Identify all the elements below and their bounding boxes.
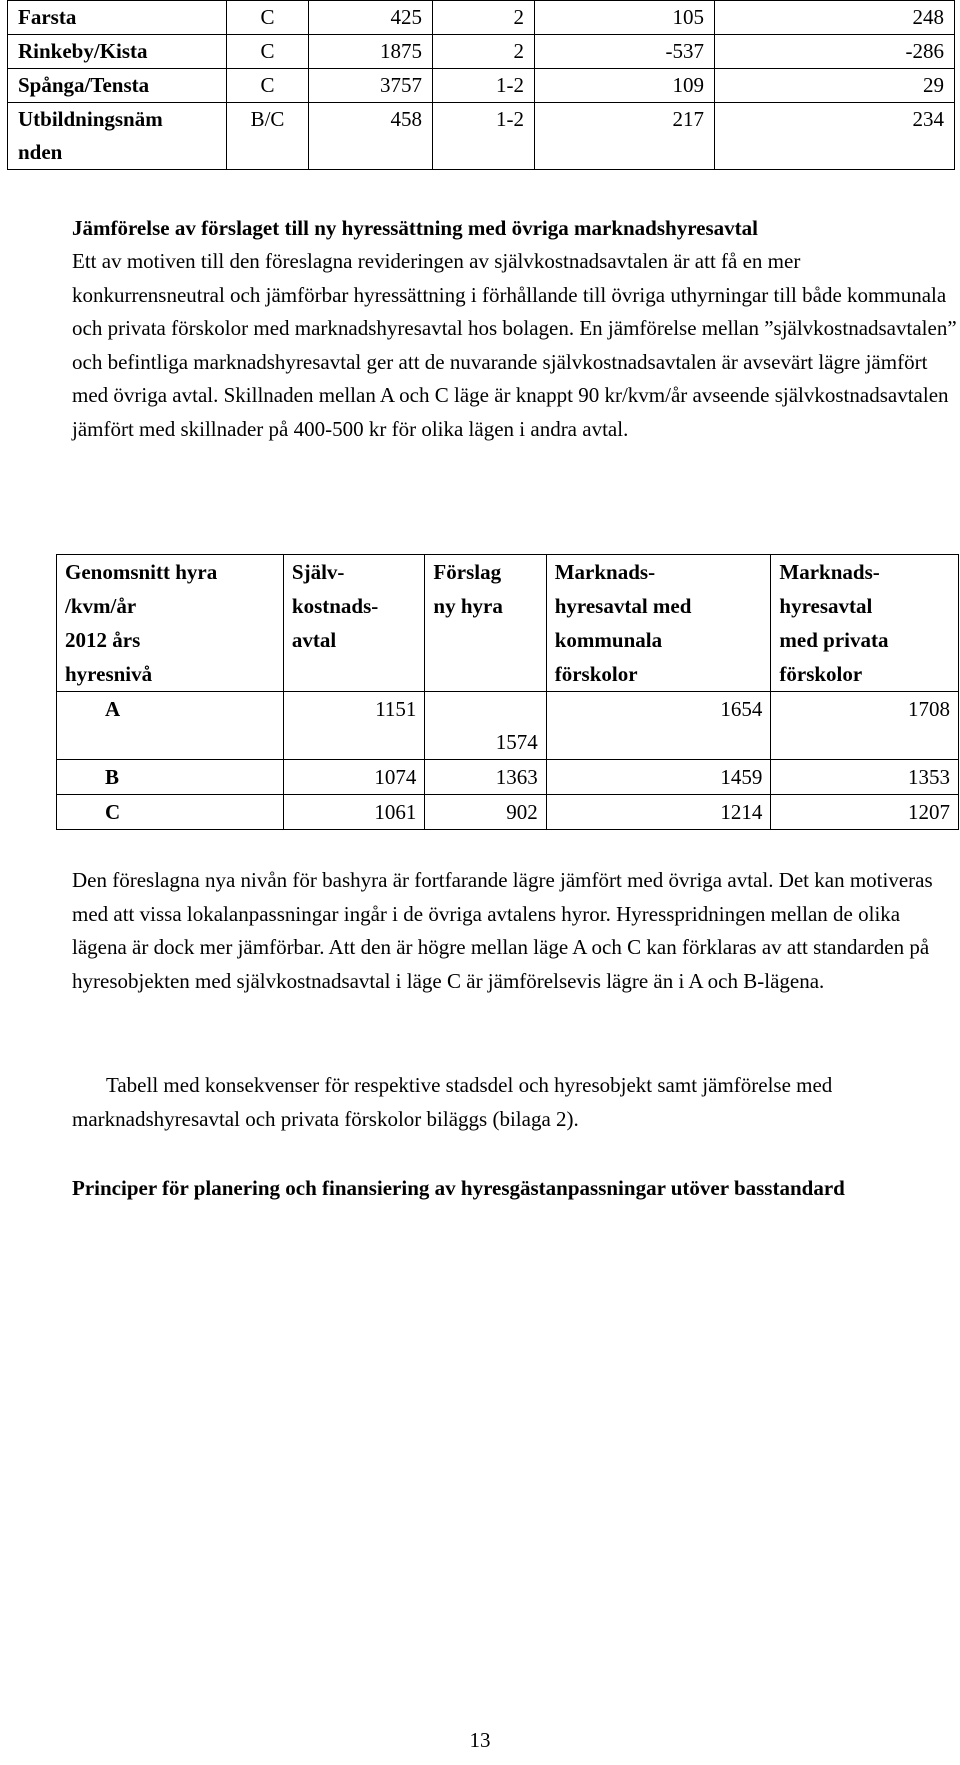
- location-class: B/C: [227, 103, 309, 170]
- cell-value: 1875: [309, 35, 433, 69]
- body-paragraph: Ett av motiven till den föreslagna revideringen av självkostnadsavtalen är att få en mer konkurrensneutral och jämförbar hyressättning i förhållande till övriga uthyrningar till både kommunala och privata förskolor med marknadshyresavtal hos bolagen. En jämförelse mellan ”självkostnadsavtalen” och befintliga marknadshyresavtal ger att de nuvarande självkostnadsavtalen är avsevärt lägre jämfört med övriga avtal. Skillnaden mellan A och C läge är knappt 90 kr/kvm/år avseende självkostnadsavtalen jämfört med skillnader på 400-500 kr för olika lägen i andra avtal.: [72, 249, 957, 441]
- table-row: [57, 692, 959, 760]
- district-name: [8, 103, 227, 170]
- header-line: Genomsnitt hyra: [65, 560, 218, 584]
- district-name: Spånga/Tensta: [8, 69, 227, 103]
- cell-value: 902: [425, 795, 546, 830]
- cell-value: 1459: [546, 760, 771, 795]
- header-line: ny hyra: [433, 594, 503, 618]
- cell-value: 3757: [309, 69, 433, 103]
- header-line: hyresavtal: [779, 594, 873, 618]
- cell-value: 2: [433, 1, 535, 35]
- cell-value: 1363: [425, 760, 546, 795]
- column-header: [283, 555, 425, 692]
- district-name-line: nden: [18, 140, 63, 164]
- cell-value: 425: [309, 1, 433, 35]
- cell-value: 1214: [546, 795, 771, 830]
- cell-value: 1-2: [433, 69, 535, 103]
- header-line: Förslag: [433, 560, 502, 584]
- header-line: förskolor: [779, 662, 863, 686]
- table-row: [57, 760, 959, 795]
- location-label: A: [57, 692, 284, 760]
- table-row: [8, 103, 955, 170]
- table-row: [8, 69, 955, 103]
- cell-value: 458: [309, 103, 433, 170]
- section-heading: Principer för planering och finansiering av hyresgästanpassningar utöver basstandard: [72, 1176, 845, 1200]
- column-header: [771, 555, 959, 692]
- cell-value: 29: [715, 69, 955, 103]
- header-line: /kvm/år: [65, 594, 137, 618]
- column-header: [546, 555, 771, 692]
- cell-value: 1353: [771, 760, 959, 795]
- column-header: [425, 555, 546, 692]
- cell-value: 1574: [425, 692, 546, 760]
- column-header: [57, 555, 284, 692]
- cell-value: 109: [535, 69, 715, 103]
- header-line: kostnads-: [291, 594, 379, 618]
- header-line: kommunala: [554, 628, 663, 652]
- section-heading: Jämförelse av förslaget till ny hyressättning med övriga marknadshyresavtal: [72, 216, 758, 240]
- district-name-line: Utbildningsnäm: [18, 107, 163, 131]
- location-class: C: [227, 35, 309, 69]
- body-paragraph: Den föreslagna nya nivån för bashyra är fortfarande lägre jämfört med övriga avtal. Det kan motiveras med att vissa lokalanpassningar ingår i de övriga avtalens hyror. Hyresspridningen mellan de olika lägena är dock mer jämförbar. Att den är högre mellan läge A och C kan förklaras av att standarden på hyresobjekten med självkostnadsavtal i läge C är jämförelsevis lägre än i A och B-lägena.: [72, 868, 933, 993]
- header-line: med privata: [779, 628, 889, 652]
- district-name: Farsta: [8, 1, 227, 35]
- cell-value: 1151: [283, 692, 425, 760]
- location-class: C: [227, 1, 309, 35]
- location-class: C: [227, 69, 309, 103]
- header-line: Själv-: [291, 560, 345, 584]
- cell-value: 234: [715, 103, 955, 170]
- cell-value: 217: [535, 103, 715, 170]
- header-line: förskolor: [554, 662, 638, 686]
- header-line: Marknads-: [554, 560, 656, 584]
- rent-comparison-table: [56, 554, 959, 830]
- cell-value: 1-2: [433, 103, 535, 170]
- district-name: Rinkeby/Kista: [8, 35, 227, 69]
- cell-value: 1207: [771, 795, 959, 830]
- table-row: [57, 795, 959, 830]
- cell-value: 2: [433, 35, 535, 69]
- location-label: C: [57, 795, 284, 830]
- header-line: hyresnivå: [65, 662, 153, 686]
- table-row: [8, 1, 955, 35]
- cell-value: -537: [535, 35, 715, 69]
- header-line: avtal: [291, 628, 337, 652]
- cell-value: 105: [535, 1, 715, 35]
- cell-value: 248: [715, 1, 955, 35]
- header-line: Marknads-: [779, 560, 880, 584]
- table-header-row: [57, 555, 959, 692]
- header-line: 2012 års: [65, 628, 141, 652]
- cell-value: 1074: [283, 760, 425, 795]
- body-paragraph: Tabell med konsekvenser för respektive stadsdel och hyresobjekt samt jämförelse med marknadshyresavtal och privata förskolor biläggs (bilaga 2).: [72, 1073, 833, 1131]
- location-label: B: [57, 760, 284, 795]
- header-line: hyresavtal med: [554, 594, 692, 618]
- page-number: 13: [469, 1728, 491, 1752]
- table-row: [8, 35, 955, 69]
- cell-value: 1654: [546, 692, 771, 760]
- cell-value: -286: [715, 35, 955, 69]
- cell-value: 1061: [283, 795, 425, 830]
- district-table: [7, 0, 955, 170]
- cell-value: 1708: [771, 692, 959, 760]
